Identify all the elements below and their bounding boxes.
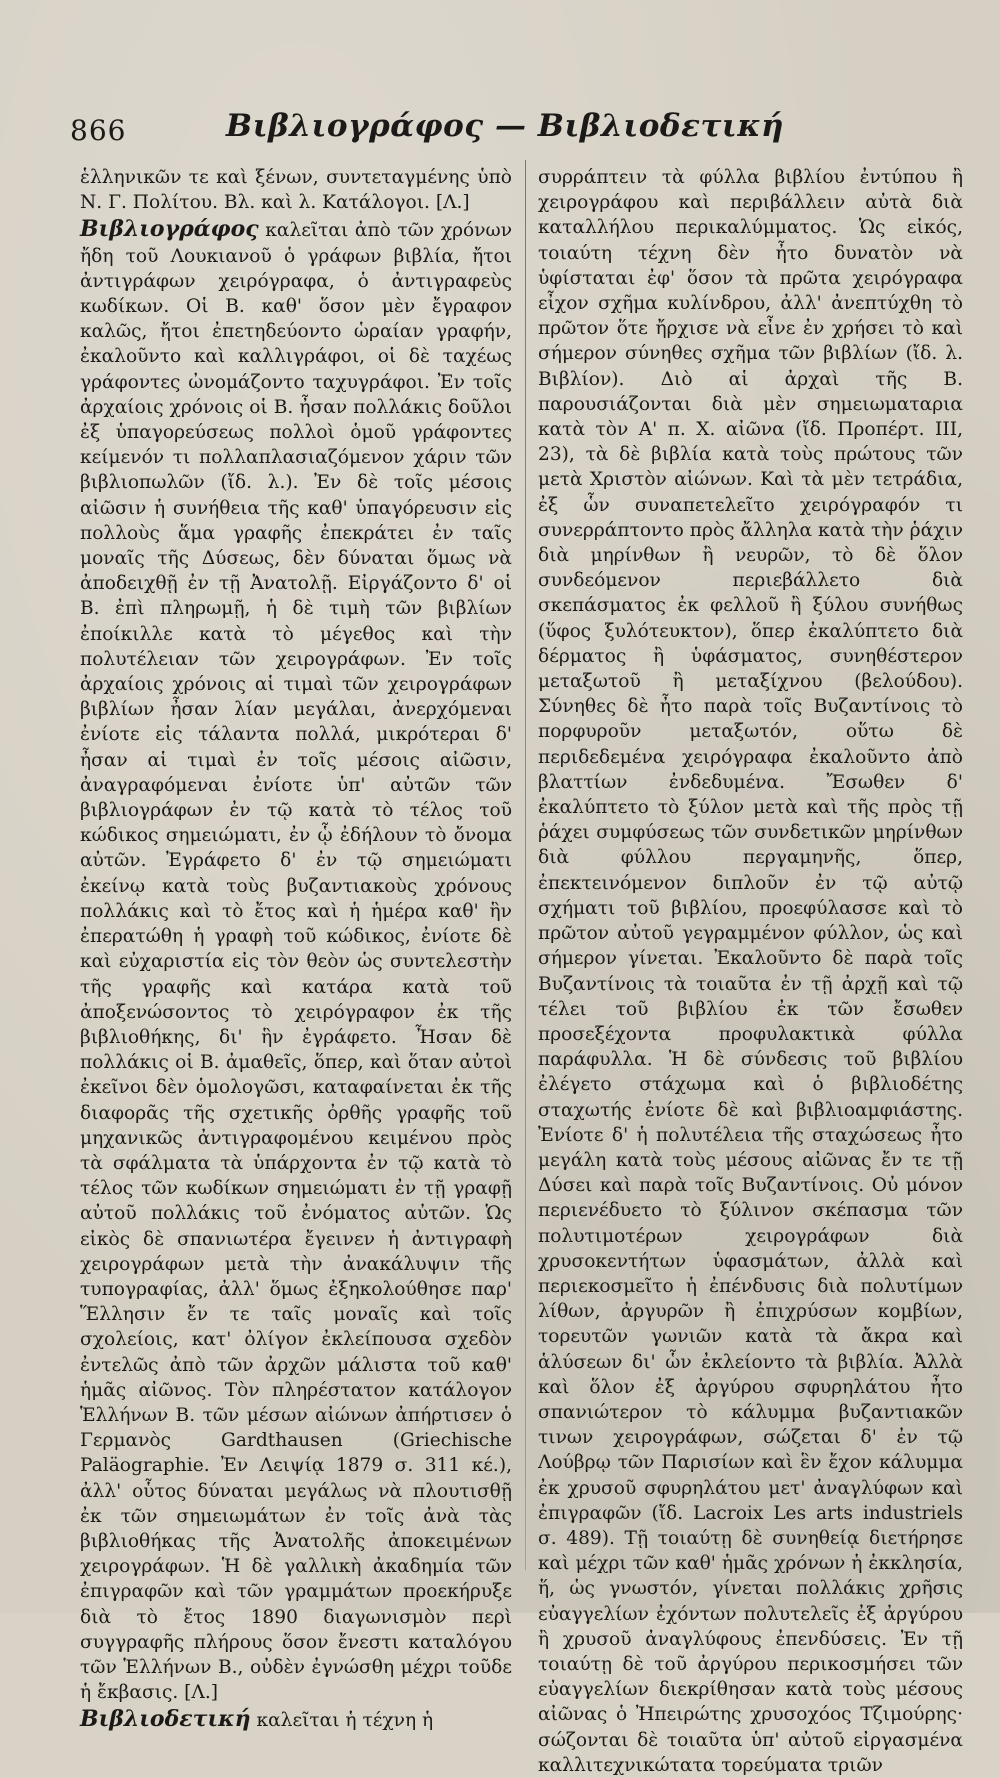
entry-term: Βιβλιοδετική: [80, 1706, 251, 1733]
right-column: [538, 165, 963, 1778]
paragraph: [80, 217, 512, 1705]
paragraph: [80, 1707, 512, 1733]
column-divider: [525, 160, 526, 1570]
left-column: [80, 165, 512, 1734]
paragraph: ἑλληνικῶν τε καὶ ξένων, συντεταγμένης ὑπὸ Ν. Γ. Πολίτου. Βλ. καὶ λ. Κατάλογοι. [Λ.]: [80, 167, 512, 214]
page-header: [70, 108, 940, 156]
running-head: Βιβλιογράφος — Βιβλιοδετική: [225, 108, 785, 144]
entry-text: καλεῖται ἡ τέχνη ἡ: [250, 1710, 434, 1732]
entry-text: καλεῖται ἀπὸ τῶν χρόνων ἤδη τοῦ Λουκιανοῦ ὁ γράφων βιβλία, ἤτοι ἀντιγράφων χειρόγραφα, ὁ ἀντιγραφεὺς κωδίκων. Οἱ Β. καθ' ὅσον μὲν ἔγραφον καλῶς, ἤτοι ἐπετηδεύοντο ὡραίαν γραφήν, ἐκαλοῦντο καὶ καλλιγράφοι, οἱ δὲ ταχέως γράφοντες ὠνομάζοντο ταχυγράφοι. Ἐν τοῖς ἀρχαίοις χρόνοις οἱ Β. ἦσαν πολλάκις δοῦλοι ἐξ ὑπαγορεύσεως πολλοὶ ὁμοῦ γράφοντες κείμενόν τι πολλαπλασιαζόμενον χάριν τῶν βιβλιοπωλῶν (ἴδ. λ.). Ἐν δὲ τοῖς μέσοις αἰῶσιν ἡ συνήθεια τῆς καθ' ὑπαγόρευσιν εἰς πολλοὺς ἅμα γραφῆς ἐπεκράτει ἐν ταῖς μοναῖς τῆς Δύσεως, δὲν δύναται ὅμως νὰ ἀποδειχθῇ ἐν τῇ Ἀνατολῇ. Εἰργάζοντο δ' οἱ Β. ἐπὶ πληρωμῇ, ἡ δὲ τιμὴ τῶν βιβλίων ἐποίκιλλε κατὰ τὸ μέγεθος καὶ τὴν πολυτέλειαν τῶν χειρογράφων. Ἐν τοῖς ἀρχαίοις χρόνοις αἱ τιμαὶ τῶν χειρογράφων βιβλίων ἦσαν λίαν μεγάλαι, ἀνερχόμεναι ἐνίοτε εἰς τάλαντα πολλά, μικρότεραι δ' ἦσαν αἱ τιμαὶ ἐν τοῖς μέσοις αἰῶσιν, ἀναγραφόμεναι ἐνίοτε ὑπ' αὐτῶν τῶν βιβλιογράφων ἐν τῷ κατὰ τὸ τέλος τοῦ κώδικος σημειώματι, ἐν ᾧ ἐδήλουν τὸ ὄνομα αὐτῶν. Ἐγράφετο δ' ἐν τῷ σημειώματι ἐκείνῳ κατὰ τοὺς βυζαντιακοὺς χρόνους πολλάκις καὶ τὸ ἔτος καὶ ἡ ἡμέρα καθ' ἣν ἐπερατώθη ἡ γραφὴ τοῦ κώδικος, ἐνίοτε δὲ καὶ εὐχαριστία εἰς τὸν θεὸν ὡς συντελεστὴν τῆς γραφῆς καὶ κατάρα κατὰ τοῦ ἀποξενώσοντος τὸ χειρόγραφον ἐκ τῆς βιβλιοθήκης, δι' ἣν ἐγράφετο. Ἦσαν δὲ πολλάκις οἱ Β. ἀμαθεῖς, ὅπερ, καὶ ὅταν αὐτοὶ ἐκεῖνοι δὲν ὁμολογῶσι, καταφαίνεται ἐκ τῆς διαφορᾶς τῆς σχετικῆς ὀρθῆς γραφῆς τοῦ μηχανικῶς ἀντιγραφομένου κειμένου πρὸς τὰ σφάλματα τὰ ὑπάρχοντα ἐν τῷ κατὰ τὸ τέλος τῶν κωδίκων σημειώματι ἐν τῇ γραφῇ αὐτοῦ πολλάκις τοῦ ἐνόματος αὐτῶν. Ὡς εἰκὸς δὲ σπανιωτέρα ἔγεινεν ἡ ἀντιγραφὴ χειρογράφων μετὰ τὴν ἀνακάλυψιν τῆς τυπογραφίας, ἀλλ' ὅμως ἐξηκολούθησε παρ' Ἕλλησιν ἔν τε ταῖς μοναῖς καὶ τοῖς σχολείοις, κατ' ὀλίγον ἐκλείπουσα σχεδὸν ἐντελῶς ἀπὸ τῶν ἀρχῶν μάλιστα τοῦ καθ' ἡμᾶς αἰῶνος. Τὸν πληρέστατον κατάλογον Ἑλλήνων Β. τῶν μέσων αἰώνων ἀπήρτισεν ὁ Γερμανὸς Gardthausen (Griechische Paläographie. Ἐν Λειψίᾳ 1879 σ. 311 κέ.), ἀλλ' οὗτος δύναται μεγάλως νὰ πλουτισθῇ ἐκ τῶν σημειωμάτων ἐν τοῖς ἀνὰ τὰς βιβλιοθήκας τῆς Ἀνατολῆς ἀποκειμένων χειρογράφων. Ἡ δὲ γαλλικὴ ἀκαδημία τῶν ἐπιγραφῶν καὶ τῶν γραμμάτων προεκήρυξε διὰ τὸ ἔτος 1890 διαγωνισμὸν περὶ συγγραφῆς πλήρους ὅσον ἔνεστι καταλόγου τῶν Ἑλλήνων Β., οὐδὲν ἐγνώσθη μέχρι τοῦδε ἡ ἔκβασις. [Λ.]: [80, 220, 512, 1704]
entry-term: Βιβλιογράφος: [80, 216, 259, 243]
paragraph: συρράπτειν τὰ φύλλα βιβλίου ἐντύπου ἢ χειρογράφου καὶ περιβάλλειν αὐτὰ διὰ καταλλήλου περικαλύμματος. Ὡς εἰκός, τοιαύτη τέχνη δὲν ἦτο δυνατὸν νὰ ὑφίσταται ἐφ' ὅσον τὰ πρῶτα χειρόγραφα εἶχον σχῆμα κυλίνδρου, ἀλλ' ἀνεπτύχθη τὸ πρῶτον ὅτε ἤρχισε νὰ εἶνε ἐν χρήσει τὸ καὶ σήμερον σύνηθες σχῆμα τῶν βιβλίων (ἴδ. λ. Βιβλίον). Διὸ αἱ ἀρχαὶ τῆς Β. παρουσιάζονται διὰ μὲν σημειωματαρια κατὰ τὸν Α' π. Χ. αἰῶνα (ἴδ. Προπέρτ. III, 23), τὰ δὲ βιβλία κατὰ τοὺς πρώτους τῶν μετὰ Χριστὸν αἰώνων. Καὶ τὰ μὲν τετράδια, ἐξ ὧν συναπετελεῖτο χειρόγραφόν τι συνερράπτοντο πρὸς ἄλληλα κατὰ τὴν ῥάχιν διὰ μηρίνθων ἢ νευρῶν, τὸ δὲ ὅλον συνδεόμενον περιεβάλλετο διὰ σκεπάσματος ἐκ φελλοῦ ἢ ξύλου συνήθως (ὕφος ξυλότευκτον), ὅπερ ἐκαλύπτετο διὰ δέρματος ἢ ὑφάσματος, συνηθέστερον μεταξωτοῦ ἢ μεταξίχνου (βελούδου). Σύνηθες δὲ ἦτο παρὰ τοῖς Βυζαντίνοις τὸ πορφυροῦν μεταξωτόν, οὕτω δὲ περιδεδεμένα χειρόγραφα ἐκαλοῦντο ἀπὸ βλαττίων ἐνδεδυμένα. Ἔσωθεν δ' ἐκαλύπτετο τὸ ξύλον μετὰ καὶ τῆς πρὸς τῇ ῥάχει συμφύσεως τῶν συνδετικῶν μηρίνθων διὰ φύλλου περγαμηνῆς, ὅπερ, ἐπεκτεινόμενον διπλοῦν ἐν τῷ αὐτῷ σχήματι τοῦ βιβλίου, προεφύλασσε καὶ τὸ πρῶτον αὐτοῦ γεγραμμένον φύλλον, ὡς καὶ σήμερον γίνεται. Ἐκαλοῦντο δὲ παρὰ τοῖς Βυζαντίνοις τὰ τοιαῦτα ἐν τῇ ἀρχῇ καὶ τῷ τέλει τοῦ βιβλίου ἐκ τῶν ἔσωθεν προσεξέχοντα προφυλακτικὰ φύλλα παράφυλλα. Ἡ δὲ σύνδεσις τοῦ βιβλίου ἐλέγετο στάχωμα καὶ ὁ βιβλιοδέτης σταχωτής ἐνίοτε δὲ καὶ βιβλιοαμφιάστης. Ἐνίοτε δ' ἡ πολυτέλεια τῆς σταχώσεως ἦτο μεγάλη κατὰ τοὺς μέσους αἰῶνας ἔν τε τῇ Δύσει καὶ παρὰ τοῖς Βυζαντίνοις. Οὐ μόνον περιενέδυετο τὸ ξύλινον σκέπασμα τῶν πολυτιμοτέρων χειρογράφων διὰ χρυσοκεντήτων ὑφασμάτων, ἀλλὰ καὶ περιεκοσμεῖτο ἡ ἐπένδυσις διὰ πολυτίμων λίθων, ἀργυρῶν ἢ ἐπιχρύσων κομβίων, τορευτῶν γωνιῶν κατὰ τὰ ἄκρα καὶ ἁλύσεων δι' ὧν ἐκλείοντο τὰ βιβλία. Ἀλλὰ καὶ ὅλον ἐξ ἀργύρου σφυρηλάτου ἦτο σπανιώτερον τὸ κάλυμμα βυζαντιακῶν τινων χειρογράφων, σώζεται δ' ἐν τῷ Λούβρῳ τῶν Παρισίων καὶ ἓν ἔχον κάλυμμα ἐκ χρυσοῦ σφυρηλάτου μετ' ἀναγλύφων καὶ ἐπιγραφῶν (ἴδ. Lacroix Les arts industriels σ. 489). Τῇ τοιαύτῃ δὲ συνηθείᾳ διετήρησε καὶ μέχρι τῶν καθ' ἡμᾶς χρόνων ἡ ἐκκλησία, ἥ, ὡς γνωστόν, γίνεται πολλάκις χρῆσις εὐαγγελίων ἐχόντων πολυτελεῖς ἐξ ἀργύρου ἢ χρυσοῦ ἀναγλύφους ἐπενδύσεις. Ἐν τῇ τοιαύτῃ δὲ τοῦ ἀργύρου περικοσμήσει τῶν εὐαγγελίων διεκρίθησαν κατὰ τοὺς μέσους αἰῶνας ὁ Ἠπειρώτης χρυσοχόος Τζιμούρης· σώζονται δὲ τοιαῦτα ὑπ' αὐτοῦ εἰργασμένα καλλιτεχνικώτατα τορεύματα τριῶν: [538, 167, 963, 1776]
page-number: 866: [70, 114, 127, 147]
